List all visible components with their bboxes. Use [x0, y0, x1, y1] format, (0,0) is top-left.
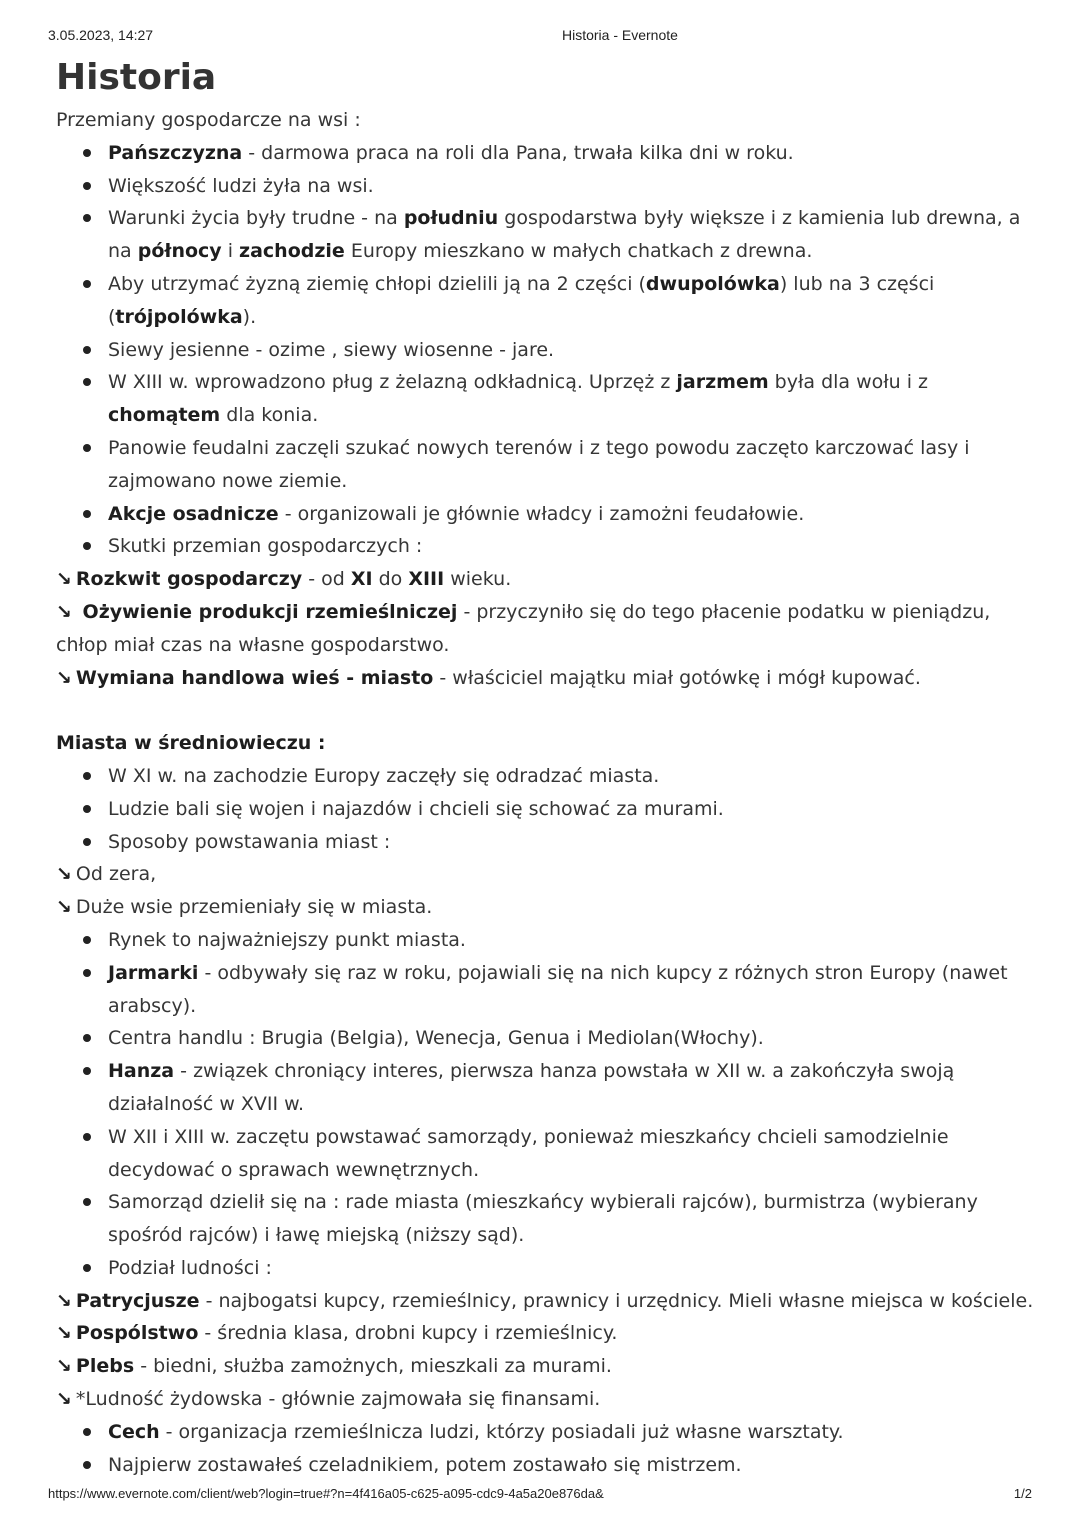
list-item: Rynek to najważniejszy punkt miasta.	[108, 924, 1046, 957]
arrow-item: ↘ Od zera,	[56, 858, 1046, 891]
print-title: Historia - Evernote	[562, 27, 678, 43]
list-item: Warunki życia były trudne - na południu gospodarstwa były większe i z kamienia lub drewna, a na północy i zachodzie Europy mieszkano w małych chatkach z drewna.	[108, 202, 1046, 268]
list-item: Cech - organizacja rzemieślnicza ludzi, którzy posiadali już własne warsztaty.	[108, 1416, 1046, 1449]
list-item: W XI w. na zachodzie Europy zaczęły się odradzać miasta.	[108, 760, 1046, 793]
list-item: Jarmarki - odbywały się raz w roku, pojawiali się na nich kupcy z różnych stron Europy (nawet arabscy).	[108, 957, 1046, 1023]
list-item: Podział ludności :	[108, 1252, 1046, 1285]
section-heading: Miasta w średniowieczu :	[56, 732, 326, 755]
list-item: Siewy jesienne - ozime , siewy wiosenne - jare.	[108, 334, 1046, 367]
list-item: Pańszczyzna - darmowa praca na roli dla Pana, trwała kilka dni w roku.	[108, 137, 1046, 170]
section-heading: Przemiany gospodarcze na wsi :	[56, 109, 361, 131]
list-item: Większość ludzi żyła na wsi.	[108, 170, 1046, 203]
list-item: Skutki przemian gospodarczych :	[108, 530, 1046, 563]
list-item: Samorząd dzielił się na : rade miasta (mieszkańcy wybierali rajców), burmistrza (wybierany spośród rajców) i ławę miejską (niższy sąd).	[108, 1186, 1046, 1252]
arrow-icon: ↘	[56, 1322, 72, 1345]
print-date: 3.05.2023, 14:27	[48, 27, 154, 43]
list-item: Sposoby powstawania miast :	[108, 826, 1046, 859]
arrow-item: ↘ Plebs - biedni, służba zamożnych, mieszkali za murami.	[56, 1350, 1046, 1383]
arrow-item: ↘ Wymiana handlowa wieś - miasto - właściciel majątku miał gotówkę i mógł kupować.	[56, 662, 1046, 695]
list-item: Centra handlu : Brugia (Belgia), Wenecja, Genua i Mediolan(Włochy).	[108, 1022, 1046, 1055]
arrow-item: ↘ Patrycjusze - najbogatsi kupcy, rzemieślnicy, prawnicy i urzędnicy. Mieli własne miejsca w kościele.	[56, 1285, 1046, 1318]
arrow-icon: ↘	[56, 666, 72, 689]
arrow-icon: ↘	[56, 1355, 72, 1378]
page-number: 1/2	[1013, 1486, 1032, 1501]
print-url: https://www.evernote.com/client/web?login=true#?n=4f416a05-c625-a095-cdc9-4a5a20e876da&	[48, 1486, 604, 1501]
list-item: W XII i XIII w. zaczętu powstawać samorządy, ponieważ mieszkańcy chcieli samodzielnie decydować o sprawach wewnętrznych.	[108, 1121, 1046, 1187]
list-item: Panowie feudalni zaczęli szukać nowych terenów i z tego powodu zaczęto karczować lasy i zajmowano nowe ziemie.	[108, 432, 1046, 498]
list-item: Akcje osadnicze - organizowali je głównie władcy i zamożni feudałowie.	[108, 498, 1046, 531]
list-item: Ludzie bali się wojen i najazdów i chcieli się schować za murami.	[108, 793, 1046, 826]
list-item: W XIII w. wprowadzono pług z żelazną odkładnicą. Uprzęż z jarzmem była dla wołu i z chomątem dla konia.	[108, 366, 1046, 432]
arrow-item: ↘ Pospólstwo - średnia klasa, drobni kupcy i rzemieślnicy.	[56, 1317, 1046, 1350]
arrow-icon: ↘	[56, 1289, 72, 1312]
page-title: Historia	[56, 57, 217, 98]
bullet-list	[56, 137, 1046, 563]
bullet-list	[56, 760, 1046, 858]
arrow-icon: ↘	[56, 896, 72, 919]
arrow-icon: ↘	[56, 863, 72, 886]
arrow-item: ↘ *Ludność żydowska - głównie zajmowała się finansami.	[56, 1383, 1046, 1416]
arrow-icon: ↘	[56, 1388, 72, 1411]
bullet-list	[56, 924, 1046, 1285]
arrow-icon: ↘	[56, 568, 72, 591]
arrow-item: ↘ Duże wsie przemieniały się w miasta.	[56, 891, 1046, 924]
note-content	[56, 54, 1046, 1481]
list-item: Aby utrzymać żyzną ziemię chłopi dzielili ją na 2 części (dwupolówka) lub na 3 części (trójpolówka).	[108, 268, 1046, 334]
bullet-list	[56, 1416, 1046, 1482]
list-item: Najpierw zostawałeś czeladnikiem, potem zostawało się mistrzem.	[108, 1449, 1046, 1482]
list-item: Hanza - związek chroniący interes, pierwsza hanza powstała w XII w. a zakończyła swoją działalność w XVII w.	[108, 1055, 1046, 1121]
arrow-item: ↘ Ożywienie produkcji rzemieślniczej - przyczyniło się do tego płacenie podatku w pieniądzu, chłop miał czas na własne gospodarstwo.	[56, 596, 1046, 662]
arrow-icon: ↘	[56, 600, 72, 623]
arrow-item: ↘ Rozkwit gospodarczy - od XI do XIII wieku.	[56, 563, 1046, 596]
